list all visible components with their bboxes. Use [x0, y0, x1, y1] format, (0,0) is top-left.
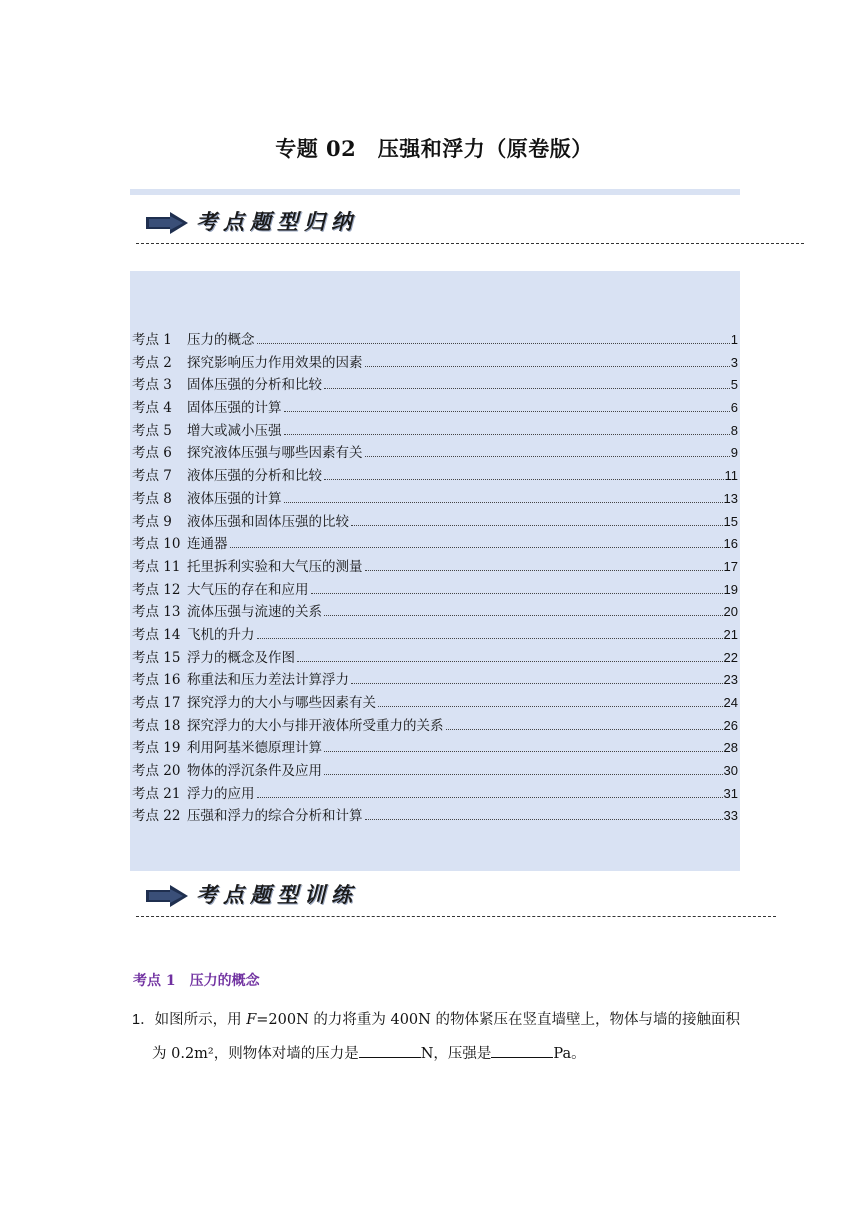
- toc-row[interactable]: [132, 579, 738, 602]
- toc-number: 考点 16: [132, 672, 181, 689]
- toc-number: 考点 4: [132, 400, 172, 417]
- toc-label: 探究浮力的大小与哪些因素有关: [187, 695, 376, 711]
- toc-row[interactable]: [132, 397, 738, 420]
- toc-label: 探究浮力的大小与排开液体所受重力的关系: [187, 717, 444, 734]
- dashed-divider: [136, 243, 804, 244]
- toc-list: [132, 329, 738, 828]
- toc-row[interactable]: [132, 783, 738, 806]
- toc-leader-dots: [324, 478, 724, 480]
- toc-label: 利用阿基米德原理计算: [187, 740, 322, 757]
- toc-row[interactable]: [132, 556, 738, 579]
- toc-label: 固体压强的分析和比较: [187, 377, 322, 394]
- toc-row[interactable]: [132, 715, 738, 738]
- question-number: 1．: [132, 1012, 155, 1028]
- question-text: 如图所示，用: [154, 1012, 247, 1028]
- toc-leader-dots: [324, 614, 723, 616]
- toc-leader-dots: [230, 546, 723, 548]
- toc-label: 液体压强的分析和比较: [187, 468, 322, 485]
- toc-row[interactable]: [132, 329, 738, 352]
- toc-row[interactable]: [132, 624, 738, 647]
- toc-row[interactable]: [132, 692, 738, 715]
- question-line-1: [132, 1003, 752, 1037]
- toc-number: 考点 22: [132, 808, 181, 825]
- toc-label: 增大或减小压强: [187, 422, 282, 439]
- toc-label: 流体压强与流速的关系: [187, 604, 322, 621]
- toc-row[interactable]: [132, 352, 738, 375]
- kaodian-number: 考点 1: [133, 973, 176, 989]
- toc-row[interactable]: [132, 420, 738, 443]
- toc-page-number: 33: [723, 808, 738, 824]
- toc-row[interactable]: [132, 488, 738, 511]
- toc-label: 称重法和压力差法计算浮力: [187, 672, 349, 689]
- toc-page-number: 23: [723, 672, 738, 688]
- toc-label: 物体的浮沉条件及应用: [187, 763, 322, 780]
- toc-label: 浮力的应用: [187, 785, 255, 802]
- toc-leader-dots: [297, 660, 723, 662]
- toc-page-number: 28: [723, 740, 738, 756]
- toc-page-number: 5: [730, 377, 738, 393]
- toc-leader-dots: [257, 637, 723, 639]
- arrow-right-icon: [146, 212, 188, 234]
- toc-number: 考点 17: [132, 695, 181, 711]
- toc-row[interactable]: [132, 737, 738, 760]
- toc-label: 飞机的升力: [187, 626, 255, 643]
- toc-leader-dots: [257, 342, 730, 344]
- toc-leader-dots: [351, 524, 723, 526]
- toc-row[interactable]: [132, 760, 738, 783]
- toc-label: 液体压强和固体压强的比较: [187, 513, 349, 530]
- toc-number: 考点 2: [132, 354, 172, 371]
- toc-page-number: 24: [723, 695, 738, 710]
- toc-leader-dots: [324, 750, 723, 752]
- force-variable: F: [246, 1012, 257, 1028]
- toc-row[interactable]: [132, 805, 738, 828]
- toc-leader-dots: [365, 569, 723, 571]
- section-heading-training: [130, 873, 770, 917]
- question-text: 为 0.2m²，则物体对墙的压力是: [152, 1046, 359, 1062]
- toc-number: 考点 9: [132, 513, 172, 530]
- toc-page-number: 8: [730, 422, 738, 438]
- toc-number: 考点 8: [132, 490, 172, 507]
- answer-blank-pressure-force[interactable]: [359, 1043, 421, 1058]
- toc-page-number: 20: [723, 604, 738, 620]
- toc-leader-dots: [311, 592, 723, 594]
- toc-label: 托里拆利实验和大气压的测量: [187, 558, 363, 575]
- toc-label: 大气压的存在和应用: [187, 581, 309, 598]
- kaodian-heading: [133, 970, 274, 990]
- toc-label: 探究影响压力作用效果的因素: [187, 354, 363, 371]
- section-heading-text: 考点题型归纳: [196, 209, 358, 234]
- toc-leader-dots: [365, 455, 730, 457]
- toc-label: 固体压强的计算: [187, 400, 282, 417]
- page-title: 专题 02 压强和浮力（原卷版）: [275, 136, 593, 161]
- toc-number: 考点 5: [132, 422, 172, 439]
- toc-page-number: 22: [723, 649, 738, 665]
- toc-leader-dots: [351, 682, 723, 684]
- toc-leader-dots: [257, 796, 723, 798]
- toc-page-number: 9: [730, 445, 738, 461]
- question-1: [132, 1003, 752, 1071]
- toc-number: 考点 11: [132, 558, 181, 575]
- toc-page-number: 30: [723, 763, 738, 779]
- toc-label: 浮力的概念及作图: [187, 649, 295, 666]
- toc-number: 考点 20: [132, 763, 181, 780]
- toc-leader-dots: [365, 818, 723, 820]
- header-bar: [130, 189, 740, 195]
- toc-page-number: 17: [723, 558, 738, 574]
- toc-leader-dots: [365, 365, 730, 367]
- toc-page-number: 1: [730, 332, 738, 347]
- toc-number: 考点 15: [132, 649, 181, 666]
- toc-label: 压强和浮力的综合分析和计算: [187, 808, 363, 825]
- toc-page-number: 13: [723, 490, 738, 506]
- toc-row[interactable]: [132, 511, 738, 534]
- toc-leader-dots: [284, 410, 730, 412]
- toc-leader-dots: [284, 433, 730, 435]
- toc-number: 考点 10: [132, 536, 181, 553]
- toc-number: 考点 14: [132, 626, 181, 643]
- toc-row[interactable]: [132, 442, 738, 465]
- question-text: N，压强是: [420, 1046, 492, 1062]
- toc-page-number: 6: [730, 400, 738, 416]
- answer-blank-pressure[interactable]: [491, 1043, 553, 1058]
- dashed-divider: [136, 916, 776, 917]
- toc-label: 连通器: [187, 536, 228, 553]
- toc-page-number: 15: [723, 513, 738, 529]
- toc-leader-dots: [324, 773, 723, 775]
- toc-number: 考点 18: [132, 717, 181, 734]
- toc-label: 探究液体压强与哪些因素有关: [187, 445, 363, 462]
- toc-leader-dots: [284, 501, 723, 503]
- toc-page-number: 16: [723, 536, 738, 552]
- toc-number: 考点 19: [132, 740, 181, 757]
- toc-row[interactable]: [132, 374, 738, 397]
- toc-page-number: 11: [724, 468, 738, 484]
- question-text: Pa。: [553, 1046, 586, 1062]
- toc-number: 考点 13: [132, 604, 181, 621]
- arrow-right-icon: [146, 885, 188, 907]
- toc-page-number: 19: [723, 581, 738, 597]
- toc-page-number: 3: [730, 354, 738, 370]
- toc-leader-dots: [378, 705, 723, 707]
- toc-row[interactable]: [132, 601, 738, 624]
- toc-page-number: 31: [723, 785, 738, 801]
- toc-row[interactable]: [132, 533, 738, 556]
- toc-panel: [130, 271, 740, 871]
- toc-number: 考点 12: [132, 581, 181, 598]
- toc-number: 考点 1: [132, 332, 172, 348]
- toc-number: 考点 21: [132, 785, 181, 802]
- section-heading-summary: [130, 200, 770, 244]
- toc-page-number: 26: [723, 717, 738, 733]
- toc-number: 考点 7: [132, 468, 172, 485]
- toc-label: 液体压强的计算: [187, 490, 282, 507]
- kaodian-label: 压力的概念: [189, 973, 260, 989]
- toc-leader-dots: [324, 387, 730, 389]
- question-line-2: [132, 1037, 752, 1071]
- toc-label: 压力的概念: [187, 332, 255, 348]
- section-heading-text: 考点题型训练: [196, 882, 358, 907]
- toc-number: 考点 6: [132, 445, 172, 462]
- toc-row[interactable]: [132, 669, 738, 692]
- toc-row[interactable]: [132, 647, 738, 670]
- toc-number: 考点 3: [132, 377, 172, 394]
- toc-row[interactable]: [132, 465, 738, 488]
- question-text: =200N 的力将重为 400N 的物体紧压在竖直墙壁上，物体与墙的接触面积: [256, 1012, 740, 1028]
- toc-page-number: 21: [723, 626, 738, 642]
- toc-leader-dots: [446, 728, 723, 730]
